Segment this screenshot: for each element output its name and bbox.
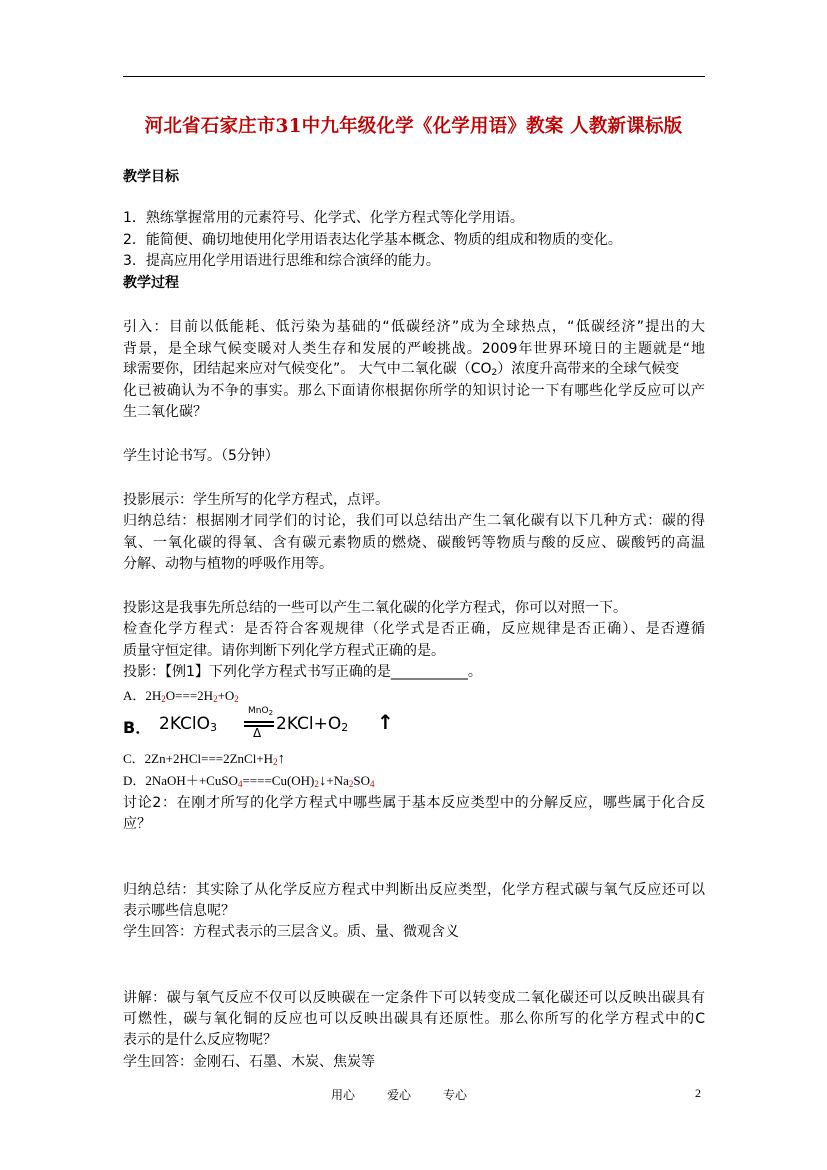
discussion-2-line: 应？ <box>123 816 151 832</box>
reaction-bar <box>244 721 274 723</box>
intro-line: 球需要你，团结起来应对气候变化”。 大气中二氧化碳$(CO_2)$浓度升高带来的全球气候变 <box>123 361 680 378</box>
summary-line: 归纳总结：根据刚才同学们的讨论，我们可以总结出产生二氧化碳有以下几种方式：碳的得 <box>123 513 705 529</box>
discussion-note: 学生讨论书写。（5分钟） <box>123 448 279 464</box>
projection-note-2: 投影这是我事先所总结的一些可以产生二氧化碳的化学方程式，你可以对照一下。 <box>123 600 627 616</box>
intro-line: 生二氧化碳？ <box>123 404 207 420</box>
summary-2-line: 表示哪些信息呢？ <box>123 903 235 919</box>
co2-subscript: 2 <box>491 368 498 378</box>
catalyst-label: MnO$_2$ <box>248 706 274 717</box>
goal-item: 1．熟练掌握常用的元素符号、化学式、化学方程式等化学用语。 <box>123 210 524 226</box>
example-question: 投影：【例1】下列化学方程式书写正确的是___________。 <box>123 664 482 680</box>
page-number: 2 <box>695 1086 701 1100</box>
check-line: 检查化学方程式：是否符合客观规律（化学式是否正确，反应规律是否正确）、是否遵循 <box>123 621 705 637</box>
gas-arrow-icon: ↑ <box>377 710 394 734</box>
intro-line: 引入：目前以低能耗、低污染为基础的“低碳经济”成为全球热点，“低碳经济”提出的大 <box>123 319 705 335</box>
student-answer: 学生回答：方程式表示的三层含义。质、量、微观含义 <box>123 924 459 940</box>
section-heading-goals: 教学目标 <box>123 169 179 185</box>
discussion-2-line: 讨论2：在刚才所写的化学方程式中哪些属于基本反应类型中的分解反应，哪些属于化合反 <box>123 795 705 811</box>
projection-note: 投影展示：学生所写的化学方程式，点评。 <box>123 492 389 508</box>
explanation-line: 可燃性，碳与氧化铜的反应也可以反映出碳具有还原性。那么你所写的化学方程式中的C <box>123 1011 705 1027</box>
footer-text: 爱心 <box>387 1088 412 1102</box>
intro-line: 化已被确认为不争的事实。那么下面请你根据你所学的知识讨论一下有哪些化学反应可以产 <box>123 383 705 399</box>
explanation-line: 表示的是什么反应物呢？ <box>123 1032 277 1048</box>
option-c: C．$2Zn+2HCl===2ZnCl+H_2↑$ <box>123 751 286 767</box>
goal-item: 2．能简便、确切地使用化学用语表达化学基本概念、物质的组成和物质的变化。 <box>123 232 622 248</box>
footer-text: 用心 <box>331 1088 356 1102</box>
heat-symbol: Δ <box>253 726 262 740</box>
check-line: 质量守恒定律。请你判断下列化学方程式正确的是。 <box>123 643 445 659</box>
summary-2-line: 归纳总结：其实除了从化学反应方程式中判断出反应类型，化学方程式碳与氧气反应还可以 <box>123 882 705 898</box>
precipitate-arrow-icon: ↓ <box>318 773 327 789</box>
intro-line: 背景，是全球气候变暖对人类生存和发展的严峻挑战。2009年世界环境日的主题就是“地 <box>123 341 705 357</box>
option-d: D．$2NaOH++CuSO_4====Cu(OH)_2↓+Na_2SO_4$ <box>123 773 375 789</box>
section-heading-process: 教学过程 <box>123 275 179 291</box>
goal-item: 3．提高应用化学用语进行思维和综合演绎的能力。 <box>123 253 440 269</box>
gas-arrow-icon: ↑ <box>277 751 286 767</box>
document-title: 河北省石家庄市31中九年级化学《化学用语》教案 人教新课标版 <box>144 116 683 137</box>
summary-line: 分解、动物与植物的呼吸作用等。 <box>123 556 333 572</box>
explanation-line: 讲解：碳与氧气反应不仅可以反映碳在一定条件下可以转变成二氧化碳还可以反映出碳具有 <box>123 990 705 1006</box>
footer-text: 专心 <box>443 1088 468 1102</box>
summary-line: 氧、一氧化碳的得氧、含有碳元素物质的燃烧、碳酸钙等物质与酸的反应、碳酸钙的高温 <box>123 535 705 551</box>
student-answer: 学生回答：金刚石、石墨、木炭、焦炭等 <box>123 1054 375 1070</box>
header-rule <box>123 76 705 77</box>
option-a: A．$2H_2O===2H_2+O_2$ <box>123 688 239 704</box>
